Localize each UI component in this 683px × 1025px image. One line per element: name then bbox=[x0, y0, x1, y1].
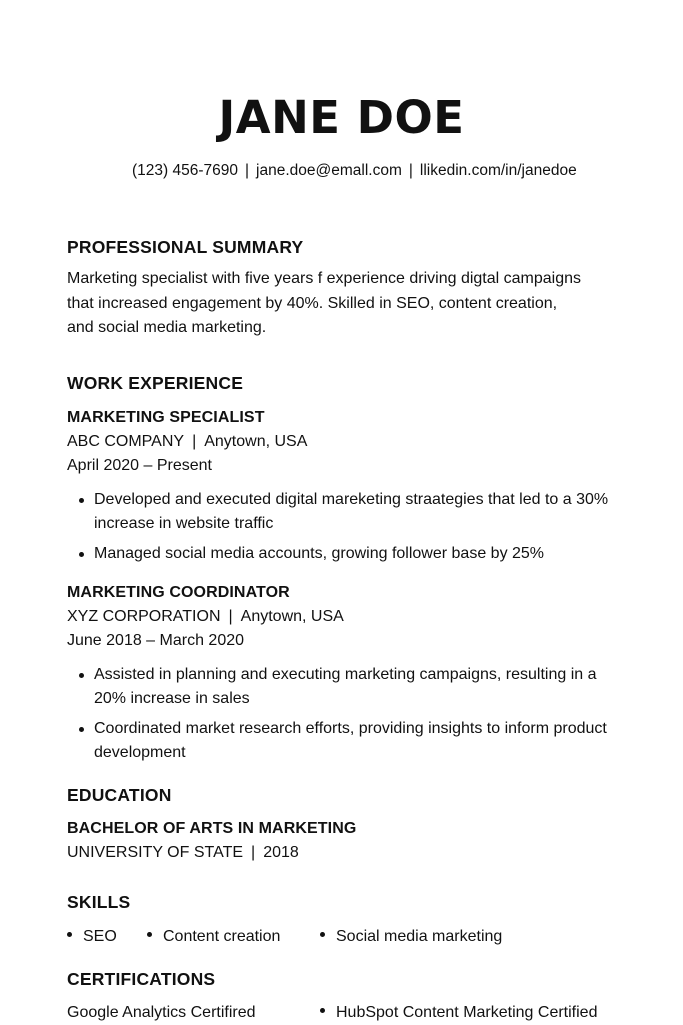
bullet-dot bbox=[67, 932, 72, 937]
bullet-dot bbox=[147, 932, 152, 937]
contact-separator: | bbox=[408, 162, 413, 179]
certification-item bbox=[67, 1001, 256, 1025]
job-bullet: Managed social media accounts, growing follower base by 25% bbox=[67, 542, 627, 566]
job-location: Anytown, USA bbox=[204, 433, 308, 450]
school-line bbox=[67, 841, 627, 865]
job-entry bbox=[67, 406, 627, 566]
job-bullet: Assisted in planning and executing marketing campaigns, resulting in a 20% increase in sales bbox=[67, 663, 627, 711]
school-separator: | bbox=[251, 844, 256, 861]
experience-heading: WORK EXPERIENCE bbox=[67, 373, 244, 393]
job-bullet: Coordinated market research efforts, providing insights to inform product development bbox=[67, 717, 627, 765]
summary-line: Marketing specialist with five years f experience driving digtal campaigns bbox=[67, 270, 582, 287]
job-bullets bbox=[67, 663, 627, 765]
summary-line: and social media marketing. bbox=[67, 319, 267, 336]
phone-number: (123) 456-7690 bbox=[132, 162, 238, 179]
skill-label: Content creation bbox=[163, 928, 281, 945]
education-section bbox=[67, 783, 627, 865]
linkedin-url: llikedin.com/in/janedoe bbox=[419, 162, 577, 179]
job-title: MARKETING COORDINATOR bbox=[67, 584, 290, 601]
skills-section bbox=[67, 890, 627, 914]
summary-line: that increased engagement by 40%. Skilled in SEO, content creation, bbox=[67, 294, 558, 312]
school-name: UNIVERSITY OF STATE bbox=[67, 844, 244, 861]
skill-item bbox=[320, 925, 502, 949]
job-location: Anytown, USA bbox=[240, 608, 344, 625]
job-bullet: Developed and executed digital mareketing straategies that led to a 30% increase in website traffic bbox=[67, 488, 627, 536]
degree-title: BACHELOR OF ARTS IN MARKETING bbox=[67, 820, 357, 837]
skill-label: Social media marketing bbox=[336, 928, 503, 945]
skill-item bbox=[67, 925, 117, 949]
contact-separator: | bbox=[245, 162, 250, 179]
summary-heading: PROFESSIONAL SUMMARY bbox=[67, 237, 304, 257]
candidate-name: JANE DOE bbox=[218, 91, 465, 144]
certification-item bbox=[320, 1001, 597, 1025]
skill-label: SEO bbox=[83, 928, 117, 945]
job-company: ABC COMPANY bbox=[67, 433, 185, 450]
job-company-line bbox=[67, 605, 627, 629]
certification-label: HubSpot Content Marketing Certified bbox=[336, 1004, 598, 1021]
experience-section bbox=[67, 371, 627, 765]
skill-item bbox=[147, 925, 280, 949]
summary-section bbox=[67, 235, 627, 341]
job-bullets bbox=[67, 488, 627, 566]
bullet-dot bbox=[320, 1008, 325, 1013]
job-title: MARKETING SPECIALIST bbox=[67, 409, 265, 426]
job-separator: | bbox=[192, 433, 197, 450]
job-dates: April 2020 – Present bbox=[67, 457, 212, 474]
graduation-year: 2018 bbox=[263, 844, 299, 861]
education-heading: EDUCATION bbox=[67, 785, 172, 805]
job-company: XYZ CORPORATION bbox=[67, 608, 221, 625]
job-separator: | bbox=[228, 608, 233, 625]
certifications-heading: CERTIFICATIONS bbox=[67, 969, 216, 989]
job-company-line bbox=[67, 430, 627, 454]
skills-heading: SKILLS bbox=[67, 892, 131, 912]
job-entry bbox=[67, 581, 627, 765]
job-dates: June 2018 – March 2020 bbox=[67, 632, 245, 649]
bullet-dot bbox=[320, 932, 325, 937]
email-address: jane.doe@emall.com bbox=[256, 162, 402, 179]
certifications-section bbox=[67, 967, 627, 991]
contact-line bbox=[132, 160, 577, 182]
certification-label: Google Analytics Certifired bbox=[67, 1004, 256, 1021]
